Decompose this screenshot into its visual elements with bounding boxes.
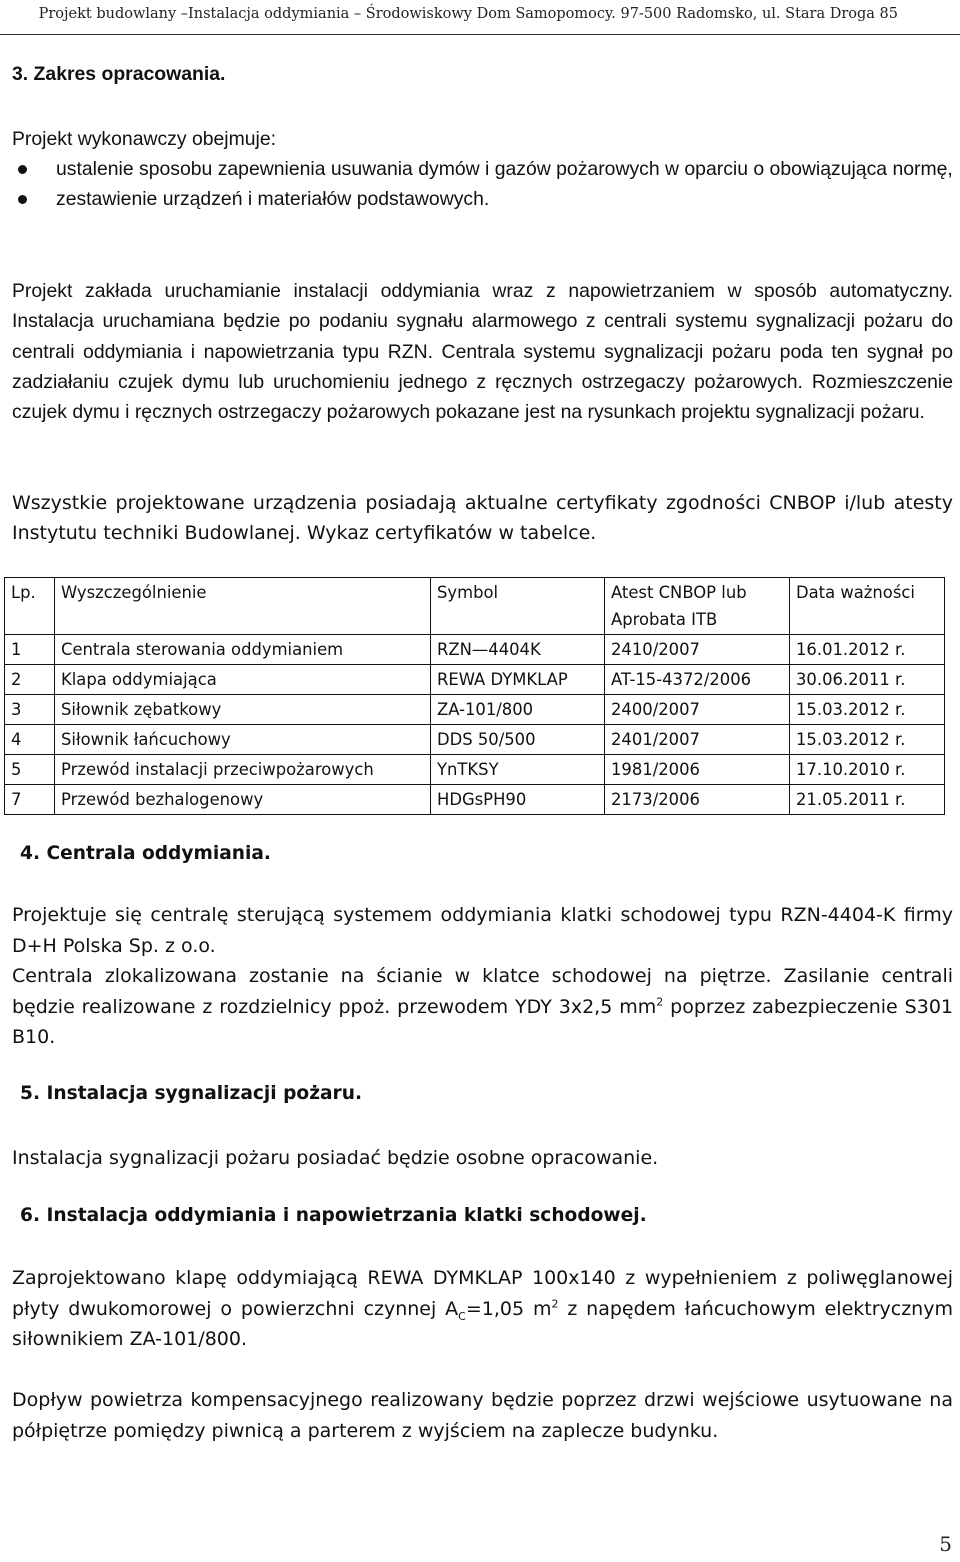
table-row [5, 635, 945, 665]
cell-lp: 2 [5, 665, 55, 695]
scope-bullet-list [12, 154, 953, 214]
section-5-title: 5. Instalacja sygnalizacji pożaru. [20, 1083, 363, 1104]
column-header-validity: Data ważności [790, 578, 945, 635]
cell-symbol: RZN—4404K [431, 635, 605, 665]
cell-symbol: REWA DYMKLAP [431, 665, 605, 695]
cell-item: Siłownik łańcuchowy [55, 725, 431, 755]
cell-item: Klapa oddymiająca [55, 665, 431, 695]
cell-item: Przewód instalacji przeciwpożarowych [55, 755, 431, 785]
cell-validity: 16.01.2012 r. [790, 635, 945, 665]
table-row [5, 725, 945, 755]
cell-lp: 5 [5, 755, 55, 785]
cell-certificate: 2400/2007 [605, 695, 790, 725]
column-header-item: Wyszczególnienie [55, 578, 431, 635]
cell-certificate: 1981/2006 [605, 755, 790, 785]
cell-validity: 15.03.2012 r. [790, 695, 945, 725]
cell-item: Przewód bezhalogenowy [55, 785, 431, 815]
table-row [5, 695, 945, 725]
cell-certificate: 2410/2007 [605, 635, 790, 665]
cell-symbol: ZA-101/800 [431, 695, 605, 725]
column-header-symbol: Symbol [431, 578, 605, 635]
cell-symbol: DDS 50/500 [431, 725, 605, 755]
table-row [5, 785, 945, 815]
table-row [5, 755, 945, 785]
table-header-row [5, 578, 945, 635]
list-item: ustalenie sposobu zapewnienia usuwania dymów i gazów pożarowych w oparciu o obowiązująca normę, [12, 154, 953, 184]
running-header: Projekt budowlany –Instalacja oddymiania – Środowiskowy Dom Samopomocy. 97-500 Radomsko, ul. Stara Droga 85 [38, 6, 898, 22]
cell-item: Centrala sterowania oddymianiem [55, 635, 431, 665]
cell-lp: 4 [5, 725, 55, 755]
cell-certificate: 2173/2006 [605, 785, 790, 815]
certificates-table [4, 577, 945, 815]
column-header-lp: Lp. [5, 578, 55, 635]
section-6-title: 6. Instalacja oddymiania i napowietrzania klatki schodowej. [20, 1205, 647, 1226]
cell-validity: 30.06.2011 r. [790, 665, 945, 695]
bullet-icon [18, 195, 27, 204]
cell-validity: 15.03.2012 r. [790, 725, 945, 755]
cell-validity: 21.05.2011 r. [790, 785, 945, 815]
section-3-title: 3. Zakres opracowania. [12, 63, 226, 85]
section-5-paragraph: Instalacja sygnalizacji pożaru posiadać będzie osobne opracowanie. [12, 1147, 659, 1169]
cell-symbol: YnTKSY [431, 755, 605, 785]
section-6-paragraph-2: Dopływ powietrza kompensacyjnego realizowany będzie poprzez drzwi wejściowe usytuowane na półpiętrze pomiędzy piwnicą a parterem z wyjściem na zaplecze budynku. [12, 1389, 953, 1442]
cell-lp: 3 [5, 695, 55, 725]
section-6-paragraph-1: Zaprojektowano klapę oddymiającą REWA DYMKLAP 100x140 z wypełnieniem z poliwęglanowej płyty dwukomorowej o powierzchni czynnej $A_C=1,05$ $m^2$ z napędem łańcuchowym elektrycznym siłownikiem ZA-101/800. [12, 1267, 953, 1350]
section-4-title: 4. Centrala oddymiania. [20, 843, 271, 864]
table-row [5, 665, 945, 695]
cell-lp: 7 [5, 785, 55, 815]
cell-lp: 1 [5, 635, 55, 665]
list-item: zestawienie urządzeń i materiałów podstawowych. [12, 184, 953, 214]
header-divider [0, 34, 960, 35]
cell-item: Siłownik zębatkowy [55, 695, 431, 725]
section-4-paragraph-1: Projektuje się centralę sterującą systemem oddymiania klatki schodowej typu RZN-4404-K firmy D+H Polska Sp. z o.o. [12, 904, 953, 957]
page-number: 5 [939, 1532, 952, 1556]
section-3-paragraph-1: Projekt zakłada uruchamianie instalacji oddymiania wraz z napowietrzaniem w sposób automatyczny. Instalacja uruchamiana będzie po podaniu sygnału alarmowego z centrali systemu sygnalizacji pożaru do centrali oddymiania i napowietrzania typu RZN. Centrala systemu sygnalizacji pożaru poda ten sygnał po zadziałaniu czujek dymu lub uruchomieniu jednego z ręcznych ostrzegaczy pożarowych. Rozmieszczenie czujek dymu i ręcznych ostrzegaczy pożarowych pokazane jest na rysunkach projektu sygnalizacji pożaru. [12, 280, 953, 424]
section-3-intro: Projekt wykonawczy obejmuje: [12, 128, 277, 150]
cell-certificate: AT-15-4372/2006 [605, 665, 790, 695]
cell-certificate: 2401/2007 [605, 725, 790, 755]
cell-validity: 17.10.2010 r. [790, 755, 945, 785]
cell-symbol: HDGsPH90 [431, 785, 605, 815]
bullet-icon [18, 165, 27, 174]
column-header-certificate: Atest CNBOP lub Aprobata ITB [605, 578, 790, 635]
section-3-paragraph-2: Wszystkie projektowane urządzenia posiadają aktualne certyfikaty zgodności CNBOP i/lub atesty Instytutu techniki Budowlanej. Wykaz certyfikatów w tabelce. [12, 492, 953, 544]
section-4-paragraph-2: Centrala zlokalizowana zostanie na ścianie w klatce schodowej na piętrze. Zasilanie centrali będzie realizowane z rozdzielnicy ppoż. przewodem YDY 3x2,5 $mm^2$ poprzez zabezpieczenie S301 B10. [12, 965, 953, 1048]
